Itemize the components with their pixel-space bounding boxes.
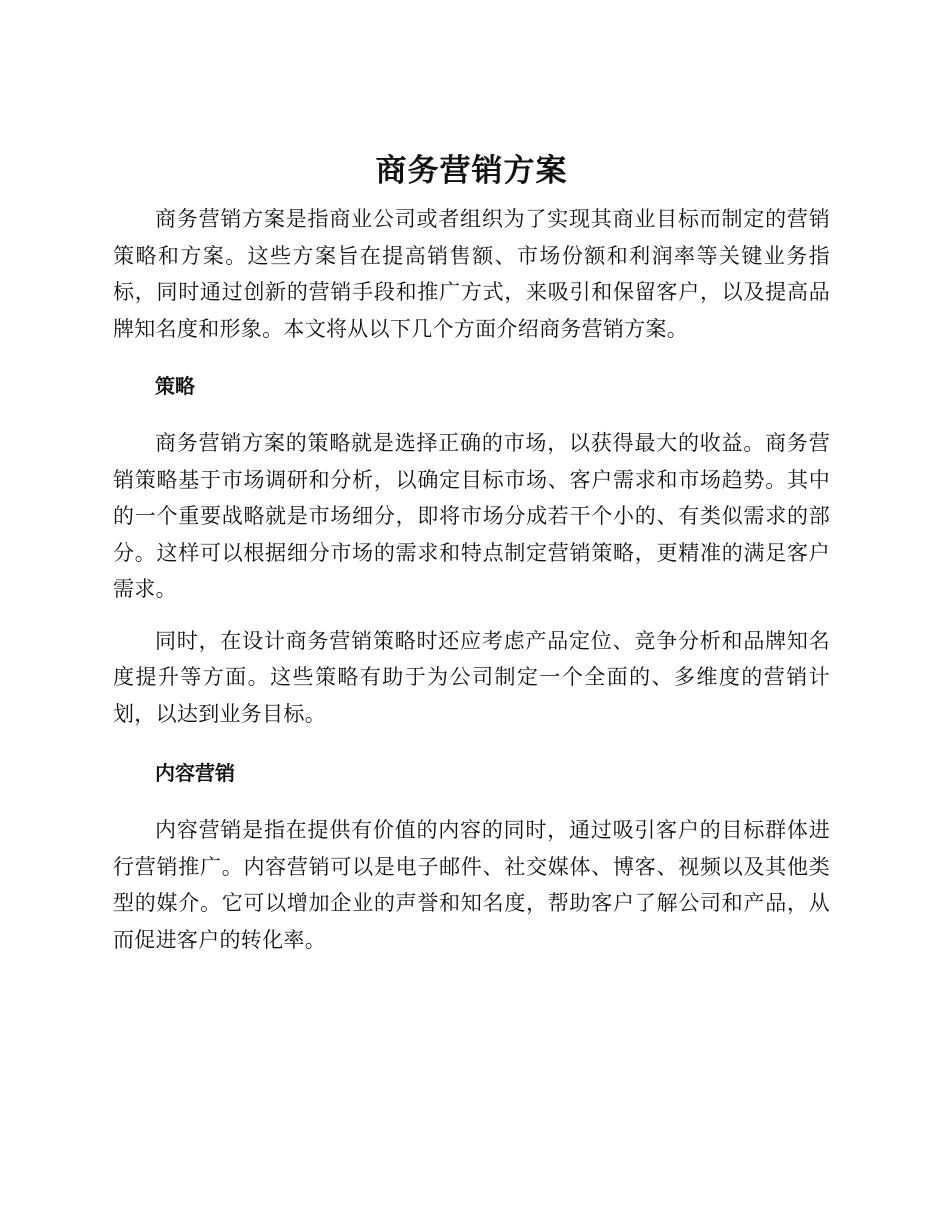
strategy-paragraph-2: 同时，在设计商务营销策略时还应考虑产品定位、竞争分析和品牌知名度提升等方面。这些策略有助于为公司制定一个全面的、多维度的营销计划，以达到业务目标。: [113, 628, 830, 726]
strategy-paragraph-1: 商务营销方案的策略就是选择正确的市场，以获得最大的收益。商务营销策略基于市场调研和分析，以确定目标市场、客户需求和市场趋势。其中的一个重要战略就是市场细分，即将市场分成若干个小的、有类似需求的部分。这样可以根据细分市场的需求和特点制定营销策略，更精准的满足客户需求。: [113, 431, 830, 601]
document-body: [113, 148, 830, 958]
document-title: 商务营销方案: [375, 153, 568, 189]
content-marketing-paragraph-1: 内容营销是指在提供有价值的内容的同时，通过吸引客户的目标群体进行营销推广。内容营销可以是电子邮件、社交媒体、博客、视频以及其他类型的媒介。它可以增加企业的声誉和知名度，帮助客户了解公司和产品，从而促进客户的转化率。: [113, 818, 830, 952]
section-heading-content-marketing: 内容营销: [155, 761, 235, 785]
section-heading-strategy: 策略: [155, 374, 195, 398]
intro-paragraph: 商务营销方案是指商业公司或者组织为了实现其商业目标而制定的营销策略和方案。这些方案旨在提高销售额、市场份额和利润率等关键业务指标，同时通过创新的营销手段和推广方式，来吸引和保留客户，以及提高品牌知名度和形象。本文将从以下几个方面介绍商务营销方案。: [113, 207, 830, 341]
